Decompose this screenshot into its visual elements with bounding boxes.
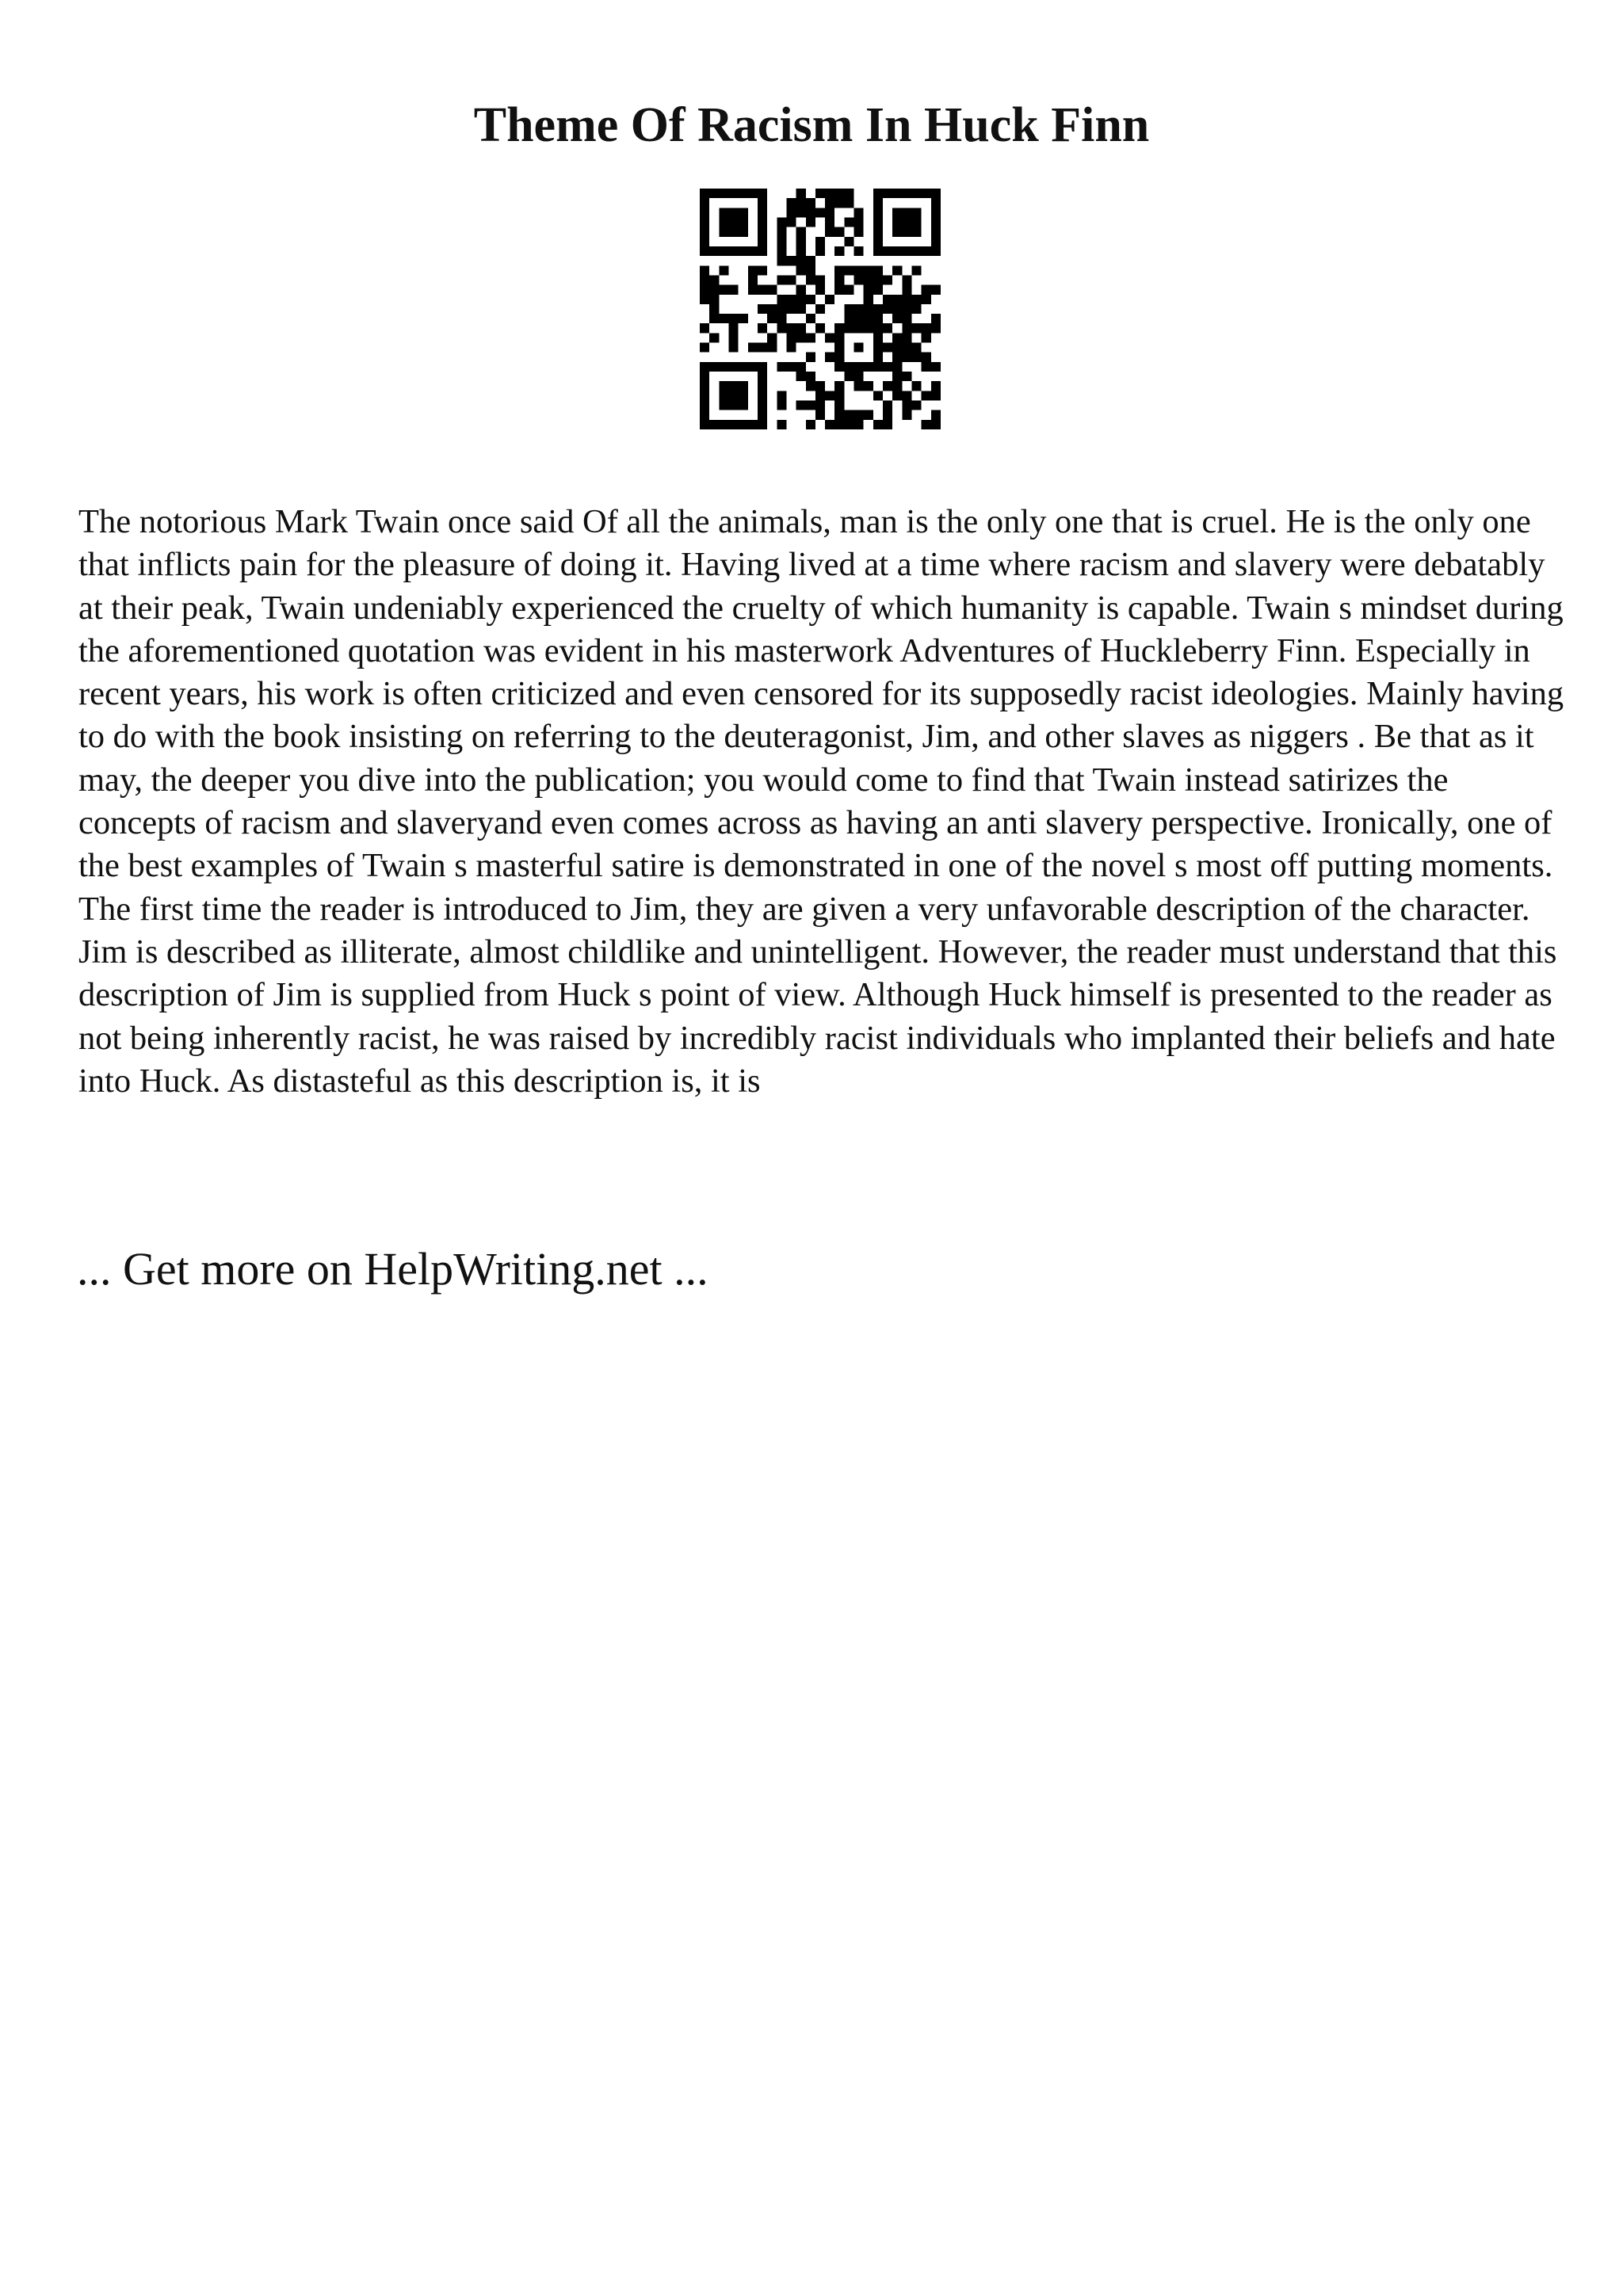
essay-excerpt: The notorious Mark Twain once said Of all the animals, man is the only one that is cruel. He is the only one that inflicts pain for the pleasure of doing it. Having lived at a time where racism and slavery were debatably at their peak, Twain undeniably experienced the cruelty of which humanity is capable. Twain s mindset during the aforementioned quotation was evident in his masterwork Adventures of Huckleberry Finn. Especially in recent years, his work is often criticized and even censored for its supposedly racist ideologies. Mainly having to do with the book insisting on referring to the deuteragonist, Jim, and other slaves as niggers . Be that as it may, the deeper you dive into the publication; you would come to find that Twain instead satirizes the concepts of racism and slaveryand even comes across as having an anti slavery perspective. Ironically, one of the best examples of Twain s masterful satire is demonstrated in one of the novel s most off putting moments. The first time the reader is introduced to Jim, they are given a very unfavorable description of the character. Jim is described as illiterate, almost childlike and unintelligent. However, the reader must understand that this description of Jim is supplied from Huck s point of view. Although Huck himself is presented to the reader as not being inherently racist, he was raised by incredibly racist individuals who implanted their beliefs and hate into Huck. As distasteful as this description is, it is [78, 503, 1564, 1100]
document-title: Theme Of Racism In Huck Finn [473, 98, 1150, 152]
get-more-link[interactable]: ... Get more on HelpWriting.net ... [77, 1243, 708, 1295]
qr-code-icon [700, 189, 941, 429]
